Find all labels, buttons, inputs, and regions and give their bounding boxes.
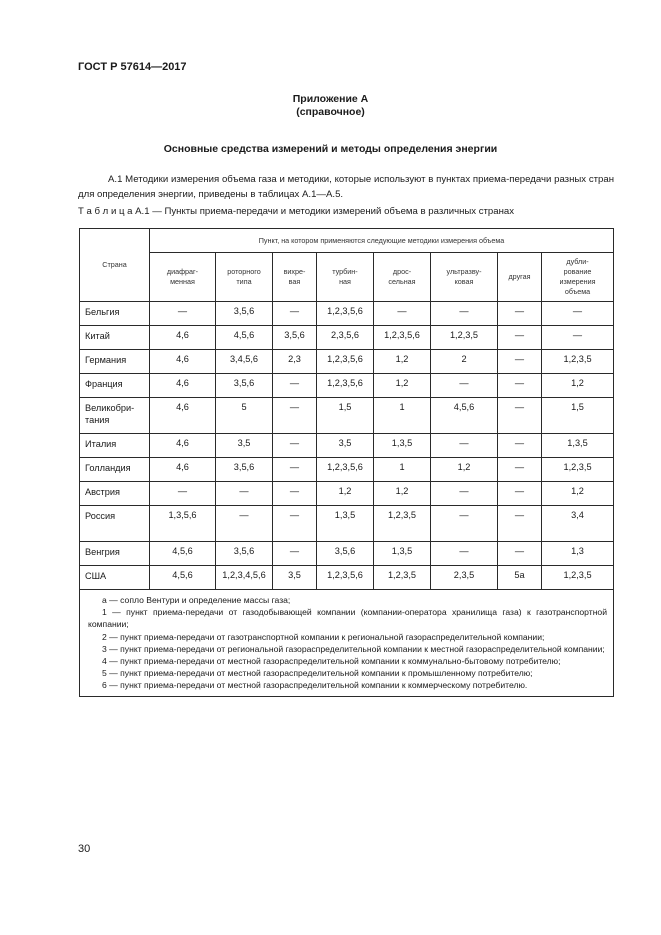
value-cell: — (498, 374, 542, 398)
value-cell: — (216, 482, 273, 506)
note-line: 4 — пункт приема-передачи от местной газораспределительной компании к коммунально-бытовому потребителю; (102, 656, 561, 667)
value-cell: — (431, 482, 498, 506)
note-line: 6 — пункт приема-передачи от местной газораспределительной компании к коммерческому потребителю. (102, 680, 528, 691)
value-cell: — (273, 458, 317, 482)
country-cell: США (80, 566, 150, 590)
value-cell: 3,5 (317, 434, 374, 458)
country-cell: Австрия (80, 482, 150, 506)
value-cell: 4,5,6 (150, 566, 216, 590)
annex-heading (0, 93, 661, 119)
value-cell: 2,3,5,6 (317, 326, 374, 350)
column-header: турбин- ная (317, 253, 374, 302)
country-cell: Голландия (80, 458, 150, 482)
value-cell: 1 (374, 458, 431, 482)
value-cell: — (150, 302, 216, 326)
table-notes (80, 590, 614, 697)
value-cell: 3,5,6 (216, 302, 273, 326)
measurement-methods-table (79, 228, 614, 697)
value-cell: 1,2 (542, 482, 614, 506)
annex-subtitle: (справочное) (296, 106, 365, 118)
table-row (80, 482, 614, 506)
value-cell: 2,3,5 (431, 566, 498, 590)
table-caption: Т а б л и ц а А.1 — Пункты приема-передачи и методики измерений объема в различных странах (78, 206, 515, 217)
value-cell: 3,5,6 (317, 542, 374, 566)
value-cell: — (542, 302, 614, 326)
value-cell: 2,3 (273, 350, 317, 374)
value-cell: 4,5,6 (431, 398, 498, 434)
column-header: другая (498, 253, 542, 302)
value-cell: — (431, 302, 498, 326)
note-line: 1 — пункт приема-передачи от газодобывающей компании (компании-оператора хранилища газа) к газотранспортной компании; (88, 607, 608, 630)
value-cell: — (498, 482, 542, 506)
value-cell: 3,5,6 (216, 542, 273, 566)
table-row (80, 458, 614, 482)
value-cell: 3,5,6 (216, 374, 273, 398)
table-row (80, 302, 614, 326)
value-cell: — (498, 326, 542, 350)
value-cell: 1,3,5 (374, 434, 431, 458)
value-cell: 1,2,3,5,6 (317, 458, 374, 482)
page-number: 30 (78, 843, 91, 855)
value-cell: 5 (216, 398, 273, 434)
column-header: роторного типа (216, 253, 273, 302)
table-row (80, 326, 614, 350)
value-cell: 1,3,5 (542, 434, 614, 458)
country-cell: Китай (80, 326, 150, 350)
value-cell: 1,3 (542, 542, 614, 566)
value-cell: — (150, 482, 216, 506)
value-cell: — (498, 542, 542, 566)
value-cell: 1,2 (317, 482, 374, 506)
table-row (80, 542, 614, 566)
table-row (80, 374, 614, 398)
value-cell: 1,2 (374, 374, 431, 398)
value-cell: 1,2,3,5,6 (317, 302, 374, 326)
country-cell: Россия (80, 506, 150, 542)
value-cell: 4,6 (150, 434, 216, 458)
value-cell: 1,2,3,5,6 (374, 326, 431, 350)
value-cell: 3,5,6 (273, 326, 317, 350)
value-cell: 4,6 (150, 326, 216, 350)
column-header: вихре- вая (273, 253, 317, 302)
value-cell: 3,4 (542, 506, 614, 542)
value-cell: — (273, 302, 317, 326)
value-cell: — (542, 326, 614, 350)
country-cell: Италия (80, 434, 150, 458)
value-cell: — (273, 434, 317, 458)
column-header: дубли- рование измерения объема (542, 253, 614, 302)
value-cell: 1,2,3,5,6 (317, 350, 374, 374)
country-header: Страна (80, 229, 150, 302)
value-cell: 1,3,5 (374, 542, 431, 566)
annex-title: Приложение А (292, 93, 369, 105)
value-cell: 1,2,3,5 (542, 458, 614, 482)
country-cell: Германия (80, 350, 150, 374)
value-cell: — (431, 374, 498, 398)
value-cell: 1,2 (374, 482, 431, 506)
value-cell: 1,5 (317, 398, 374, 434)
table-row (80, 506, 614, 542)
value-cell: — (498, 302, 542, 326)
value-cell: 1,2,3,4,5,6 (216, 566, 273, 590)
value-cell: 1,5 (542, 398, 614, 434)
value-cell: 1,2,3,5 (374, 506, 431, 542)
value-cell: 1,2 (431, 458, 498, 482)
value-cell: 1,3,5,6 (150, 506, 216, 542)
table-container (79, 228, 613, 697)
table-row (80, 398, 614, 434)
value-cell: 3,4,5,6 (216, 350, 273, 374)
value-cell: — (431, 542, 498, 566)
section-title: Основные средства измерений и методы определения энергии (163, 143, 498, 155)
table-row (80, 350, 614, 374)
value-cell: 4,6 (150, 374, 216, 398)
note-line: а — сопло Вентури и определение массы газа; (102, 595, 291, 605)
country-cell: Венгрия (80, 542, 150, 566)
notes-row (80, 590, 614, 697)
value-cell: 1,2,3,5 (431, 326, 498, 350)
intro-paragraph: А.1 Методики измерения объема газа и методики, которые используют в пунктах приема-передачи разных стран для определения энергии, приведены в таблицах А.1—А.5. (78, 174, 614, 200)
value-cell: — (431, 434, 498, 458)
value-cell: — (273, 506, 317, 542)
value-cell: — (273, 542, 317, 566)
value-cell: 3,5,6 (216, 458, 273, 482)
value-cell: — (374, 302, 431, 326)
value-cell: 1 (374, 398, 431, 434)
value-cell: — (498, 458, 542, 482)
value-cell: 5а (498, 566, 542, 590)
note-line: 3 — пункт приема-передачи от региональной газораспределительной компании к местной газораспределительной компании; (102, 643, 605, 654)
value-cell: — (498, 506, 542, 542)
table-row (80, 434, 614, 458)
value-cell: — (273, 482, 317, 506)
value-cell: 4,6 (150, 458, 216, 482)
country-cell: Франция (80, 374, 150, 398)
value-cell: 4,5,6 (216, 326, 273, 350)
value-cell: — (216, 506, 273, 542)
value-cell: 1,2,3,5 (542, 566, 614, 590)
value-cell: 1,2 (542, 374, 614, 398)
note-line: 5 — пункт приема-передачи от местной газораспределительной компании к промышленному потребителю; (102, 668, 533, 679)
value-cell: 4,6 (150, 350, 216, 374)
value-cell: 4,6 (150, 398, 216, 434)
value-cell: — (431, 506, 498, 542)
value-cell: — (273, 374, 317, 398)
group-header: Пункт, на котором применяются следующие методики измерения объема (150, 229, 614, 253)
value-cell: 2 (431, 350, 498, 374)
value-cell: 1,2,3,5,6 (317, 566, 374, 590)
country-cell: Великобри- тания (80, 398, 150, 434)
table-row (80, 566, 614, 590)
value-cell: 1,2,3,5 (542, 350, 614, 374)
column-header: диафраг- менная (150, 253, 216, 302)
column-header: ультразву- ковая (431, 253, 498, 302)
value-cell: — (498, 434, 542, 458)
value-cell: 1,2,3,5 (374, 566, 431, 590)
document-code: ГОСТ Р 57614—2017 (78, 61, 187, 73)
value-cell: — (273, 398, 317, 434)
value-cell: 3,5 (216, 434, 273, 458)
value-cell: — (498, 398, 542, 434)
value-cell: 1,2,3,5,6 (317, 374, 374, 398)
column-header: дрос- сельная (374, 253, 431, 302)
note-line: 2 — пункт приема-передачи от газотранспортной компании к региональной газораспределительной компании; (102, 631, 545, 642)
value-cell: 4,5,6 (150, 542, 216, 566)
country-cell: Бельгия (80, 302, 150, 326)
value-cell: 3,5 (273, 566, 317, 590)
value-cell: 1,3,5 (317, 506, 374, 542)
value-cell: — (498, 350, 542, 374)
value-cell: 1,2 (374, 350, 431, 374)
